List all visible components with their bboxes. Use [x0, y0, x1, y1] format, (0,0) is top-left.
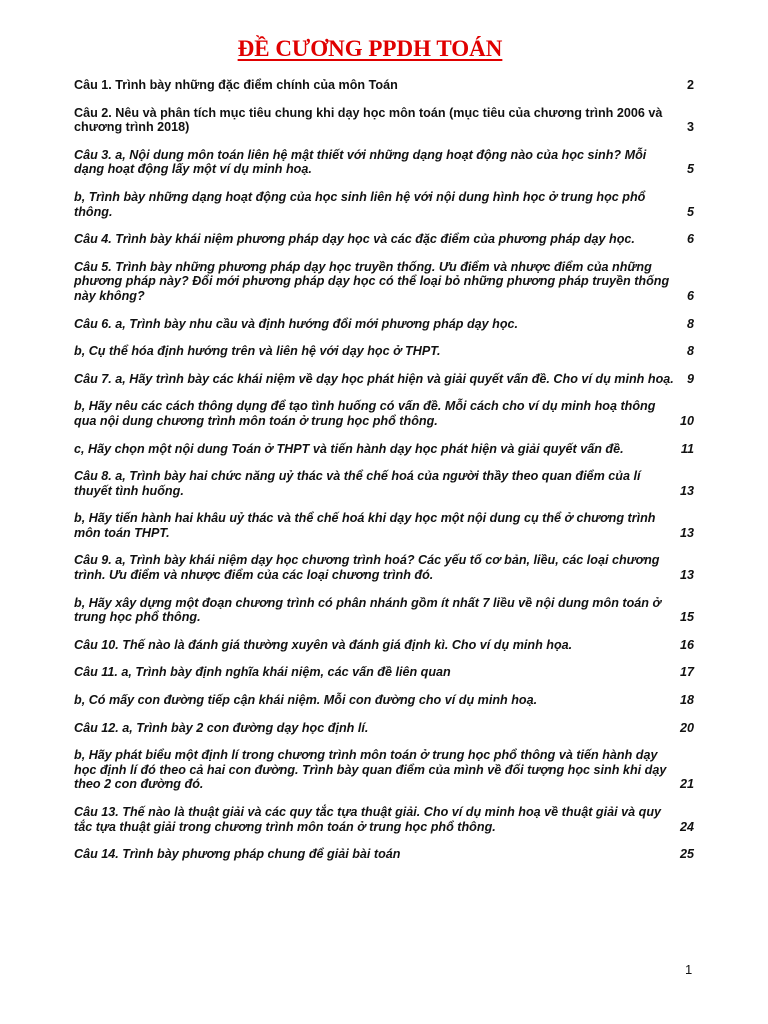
toc-entry[interactable]	[74, 469, 694, 498]
document-title: ĐỀ CƯƠNG PPDH TOÁN	[237, 36, 503, 61]
toc-entry[interactable]	[74, 190, 694, 219]
toc-entry-text: Câu 3. a, Nội dung môn toán liên hệ mật thiết với những dạng hoạt động nào của học sinh? Mỗi dạng hoạt động lấy một ví dụ minh hoạ.	[74, 147, 647, 177]
toc-entry-text: Câu 10. Thế nào là đánh giá thường xuyên và đánh giá định kì. Cho ví dụ minh họa.	[74, 637, 573, 652]
toc-entry[interactable]	[74, 748, 694, 792]
toc-entry[interactable]	[74, 148, 694, 177]
toc-entry-text: Câu 13. Thế nào là thuật giải và các quy tắc tựa thuật giải. Cho ví dụ minh hoạ về thuật giải và quy tắc tựa thuật giải trong chương trình môn toán ở trung học phổ thông.	[74, 805, 662, 834]
toc-entry[interactable]	[74, 847, 694, 862]
toc-entry[interactable]	[74, 372, 694, 387]
toc-entry-text: Câu 7. a, Hãy trình bày các khái niệm về dạy học phát hiện và giải quyết vấn đề. Cho ví dụ minh hoạ.	[74, 371, 674, 386]
toc-entry-page: 8	[686, 316, 694, 331]
toc-entry-page: 17	[679, 665, 694, 680]
toc-entry-page: 8	[686, 344, 694, 359]
toc-entry[interactable]	[74, 596, 694, 625]
toc-entry-page: 21	[679, 777, 694, 792]
toc-entry[interactable]	[74, 344, 694, 359]
toc-entry-text: b, Hãy tiến hành hai khâu uỷ thác và thể chế hoá khi dạy học một nội dung cụ thể ở chương trình môn toán THPT.	[74, 511, 656, 540]
toc-entry-text: b, Hãy nêu các cách thông dụng để tạo tình huống có vấn đề. Mỗi cách cho ví dụ minh hoạ thông qua nội dung chương trình môn toán ở trung học phổ thông.	[74, 399, 656, 428]
table-of-contents	[74, 78, 694, 875]
page-number-footer: 1	[685, 962, 693, 977]
toc-entry-page: 6	[686, 288, 694, 303]
toc-entry[interactable]	[74, 260, 694, 304]
toc-entry-page: 9	[686, 371, 694, 386]
toc-entry-page: 5	[686, 204, 694, 219]
toc-entry-text: Câu 1. Trình bày những đặc điểm chính của môn Toán	[74, 78, 398, 92]
toc-entry[interactable]	[74, 693, 694, 708]
toc-entry[interactable]	[74, 721, 694, 736]
toc-entry[interactable]	[74, 232, 694, 247]
toc-entry-page: 13	[679, 568, 694, 583]
toc-entry[interactable]	[74, 638, 694, 653]
toc-entry-text: b, Có mấy con đường tiếp cận khái niệm. Mỗi con đường cho ví dụ minh hoạ.	[74, 693, 538, 708]
toc-entry[interactable]	[74, 317, 694, 332]
toc-entry-text: Câu 5. Trình bày những phương pháp dạy học truyền thống. Ưu điểm và nhược điểm của những phương pháp này? Đổi mới phương pháp dạy học có thể loại bỏ những phương pháp truyền thống này không?	[74, 259, 670, 303]
toc-entry-text: Câu 9. a, Trình bày khái niệm dạy học chương trình hoá? Các yếu tố cơ bản, liều, các loại chương trình. Ưu điểm và nhược điểm của các loại chương trình đó.	[74, 553, 660, 583]
toc-entry-text: Câu 6. a, Trình bày nhu cầu và định hướng đổi mới phương pháp dạy học.	[74, 316, 519, 331]
toc-entry-page: 18	[679, 693, 694, 708]
toc-entry[interactable]	[74, 665, 694, 680]
toc-entry-text: Câu 2. Nêu và phân tích mục tiêu chung khi dạy học môn toán (mục tiêu của chương trình 2006 và chương trình 2018)	[74, 105, 663, 135]
toc-entry-page: 15	[679, 610, 694, 625]
toc-entry-text: b, Hãy phát biểu một định lí trong chương trình môn toán ở trung học phổ thông và tiến hành dạy học định lí đó theo cả hai con đường. Trình bày quan điểm của mình về đối tượng học sinh khi dạy theo 2 con đường đó.	[74, 748, 667, 792]
toc-entry-page: 13	[679, 483, 694, 498]
toc-entry-page: 16	[679, 637, 694, 652]
toc-entry-text: b, Cụ thể hóa định hướng trên và liên hệ với dạy học ở THPT.	[74, 344, 441, 359]
toc-entry[interactable]	[74, 805, 694, 834]
toc-entry-page: 3	[686, 120, 694, 135]
toc-entry-text: Câu 4. Trình bày khái niệm phương pháp dạy học và các đặc điểm của phương pháp dạy học.	[74, 232, 635, 247]
toc-entry-text: Câu 12. a, Trình bày 2 con đường dạy học định lí.	[74, 720, 369, 735]
toc-entry[interactable]	[74, 399, 694, 428]
toc-entry-page: 25	[679, 847, 694, 862]
toc-entry-text: Câu 11. a, Trình bày định nghĩa khái niệm, các vấn đề liên quan	[74, 665, 451, 680]
toc-entry-text: b, Hãy xây dựng một đoạn chương trình có phân nhánh gồm ít nhất 7 liều về nội dung môn toán ở trung học phổ thông.	[74, 595, 661, 625]
toc-entry[interactable]	[74, 106, 694, 135]
toc-entry-page: 5	[686, 162, 694, 177]
toc-entry-page: 20	[679, 720, 694, 735]
toc-entry-page: 13	[679, 525, 694, 540]
toc-entry-text: b, Trình bày những dạng hoạt động của học sinh liên hệ với nội dung hình học ở trung học phổ thông.	[74, 189, 646, 219]
toc-entry[interactable]	[74, 553, 694, 582]
toc-entry-page: 10	[679, 413, 694, 428]
toc-entry-text: c, Hãy chọn một nội dung Toán ở THPT và tiến hành dạy học phát hiện và giải quyết vấn đề.	[74, 441, 624, 456]
toc-entry-page: 6	[686, 232, 694, 247]
toc-entry-text: Câu 14. Trình bày phương pháp chung để giải bài toán	[74, 847, 401, 862]
toc-entry[interactable]	[74, 511, 694, 540]
toc-entry[interactable]	[74, 78, 694, 93]
toc-entry-text: Câu 8. a, Trình bày hai chức năng uỷ thác và thể chế hoá của người thầy theo quan điểm của lí thuyết tình huống.	[74, 469, 641, 498]
toc-entry-page: 24	[679, 819, 694, 834]
toc-entry-page: 11	[680, 441, 694, 456]
toc-entry[interactable]	[74, 442, 694, 457]
toc-entry-page: 2	[686, 78, 694, 92]
